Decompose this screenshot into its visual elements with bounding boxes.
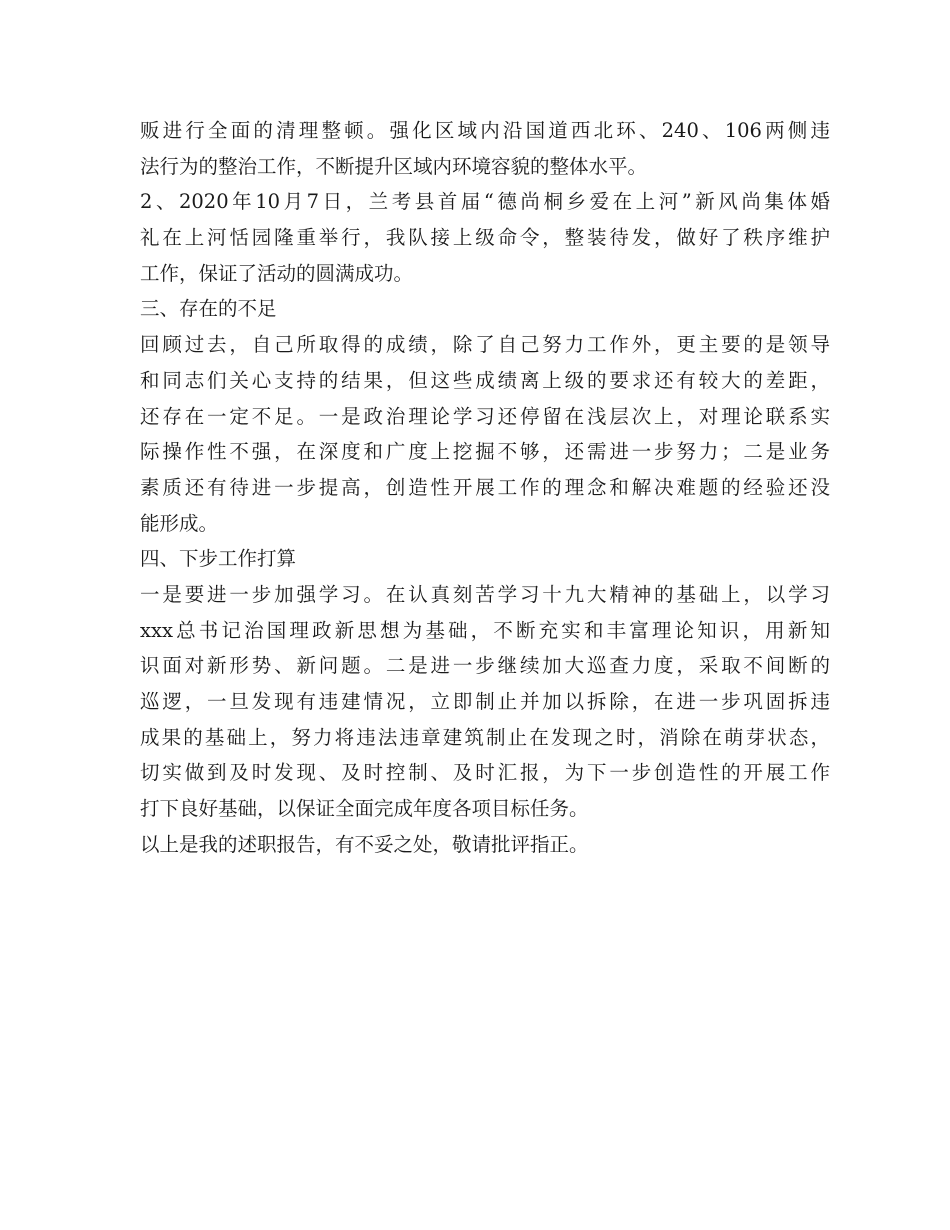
section-heading-shortcomings: 三、存在的不足	[140, 297, 277, 321]
text-line-1: 贩进行全面的清理整顿。强化区域内沿国道西北环、240、106两侧违	[140, 119, 830, 142]
text-line-5: 工作，保证了活动的圆满成功。	[140, 261, 414, 285]
section-heading-next-steps: 四、下步工作打算	[140, 547, 297, 571]
text-line-4: 礼在上河恬园隆重举行，我队接上级命令，整装待发，做好了秩序维护	[140, 226, 830, 250]
text-line-20: 打下良好基础，以保证全面完成年度各项目标任务。	[140, 797, 589, 821]
text-line-19: 切实做到及时发现、及时控制、及时汇报，为下一步创造性的开展工作	[140, 761, 830, 785]
text-line-9: 还存在一定不足。一是政治理论学习还停留在浅层次上，对理论联系实	[140, 404, 830, 428]
text-line-11: 素质还有待进一步提高，创造性开展工作的理念和解决难题的经验还没	[140, 475, 830, 499]
text-line-18: 成果的基础上，努力将违法违章建筑制止在发现之时，消除在萌芽状态，	[140, 725, 830, 749]
text-line-17: 巡逻，一旦发现有违建情况，立即制止并加以拆除，在进一步巩固拆违	[140, 690, 830, 713]
report-body	[140, 113, 830, 862]
text-line-2: 法行为的整治工作，不断提升区域内环境容貌的整体水平。	[140, 154, 648, 178]
text-line-12: 能形成。	[140, 511, 219, 535]
text-line-15: xxx总书记治国理政新思想为基础，不断充实和丰富理论知识，用新知	[140, 618, 830, 642]
text-line-3: 2、2020年10月7日，兰考县首届“德尚桐乡爱在上河”新风尚集体婚	[140, 190, 830, 214]
closing-line: 以上是我的述职报告，有不妥之处，敬请批评指正。	[140, 832, 589, 856]
text-line-8: 和同志们关心支持的结果，但这些成绩离上级的要求还有较大的差距，	[140, 368, 830, 392]
text-line-14: 一是要进一步加强学习。在认真刻苦学习十九大精神的基础上，以学习	[140, 582, 830, 606]
text-line-10: 际操作性不强，在深度和广度上挖掘不够，还需进一步努力；二是业务	[140, 440, 830, 464]
text-line-16: 识面对新形势、新问题。二是进一步继续加大巡查力度，采取不间断的	[140, 654, 830, 678]
text-line-7: 回顾过去，自己所取得的成绩，除了自己努力工作外，更主要的是领导	[140, 333, 830, 357]
